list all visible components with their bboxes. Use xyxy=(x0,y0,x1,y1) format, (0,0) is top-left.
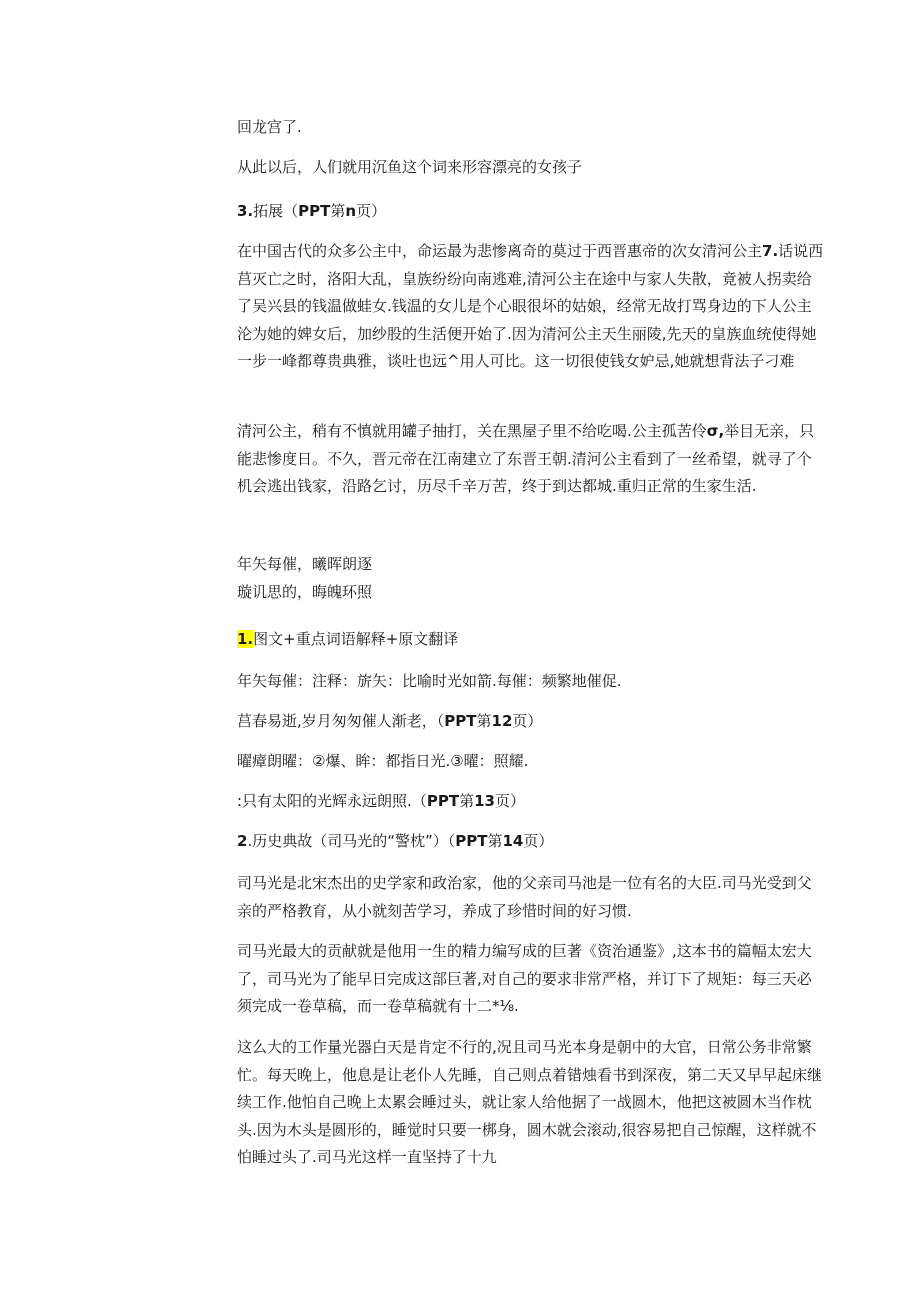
heading-text: 页） xyxy=(356,202,387,220)
ppt-label: PPT xyxy=(455,832,488,850)
heading-number: 2 xyxy=(237,832,248,850)
text: 第 xyxy=(459,792,475,810)
section-heading-2 xyxy=(237,828,827,856)
ppt-label: PPT xyxy=(298,202,331,220)
heading-text: 第 xyxy=(487,832,503,850)
paragraph-annotation-1 xyxy=(237,668,827,696)
paragraph-2 xyxy=(237,154,827,182)
page-ref: 13 xyxy=(474,792,495,810)
heading-number: 3. xyxy=(237,202,254,220)
text: 第 xyxy=(476,712,492,730)
ppt-label: PPT xyxy=(426,792,460,810)
text: 页） xyxy=(512,712,543,730)
text: :只有太阳的光辉永远朗照.（ xyxy=(237,792,427,810)
text-bold: σ, xyxy=(706,422,725,440)
page-ref: n xyxy=(345,202,357,220)
text: 回龙宫了. xyxy=(237,118,302,136)
heading-text: 第 xyxy=(330,202,346,220)
section-heading-1 xyxy=(237,626,827,654)
page-ref: 12 xyxy=(491,712,513,730)
text: 这么大的工作量光器白天是肯定不行的,况且司马光本身是朝中的大官，日常公务非常繁忙。每天晚上，他息是让老仆人先睡，自己则点着错烛看书到深夜，第二天又早早起床继续工作.他怕自己晚上太累会睡过头，就让家人给他据了一战圆木，他把这被圆木当作枕头.因为木头是圆形的，睡觉时只要一梆身，圆木就会滚动,很容易把自己惊醒，这样就不怕睡过头了.司马光这样一直坚持了十九 xyxy=(237,1038,823,1166)
text: 司马光最大的贡献就是他用一生的精力编写成的巨著《资治通鉴》,这本书的篇幅太宏大了，司马光为了能早日完成这部巨著,对自己的要求非常严格，并订下了规矩：每三天必须完成一卷草稿，而一卷草稿就有十二*⅛. xyxy=(237,942,812,1015)
text: 在中国古代的众多公主中，命运最为悲惨离奇的莫过于西晋惠帝的次女清河公主 xyxy=(237,242,763,260)
text: 曜瘴朗曜：②爆、眸：都指日光.③曜：照耀. xyxy=(237,752,529,770)
text: 璇讥思的，晦魄环照 xyxy=(237,583,373,601)
poem-line-2 xyxy=(237,580,827,604)
text: 清河公主，稍有不慎就用罐子抽打，关在黑屋子里不给吃喝.公主孤苦伶 xyxy=(237,422,707,440)
heading-text: .历史典故（司马光的“警枕”）（ xyxy=(247,832,456,850)
text: 年矢每催：注释：旂矢：比喻时光如箭.每催：频繁地催促. xyxy=(237,672,622,690)
text: 年矢每催，曦晖朗逐 xyxy=(237,555,373,573)
text: 举目无亲，只能悲惨度日。不久，晋元帝在江南建立了东晋王朝.清河公主看到了一丝希望，就寻了个机会逃出钱家，沿路乞讨，历尽千辛万苦，终于到达都城.重归正常的生家生活. xyxy=(237,422,815,495)
ppt-label: PPT xyxy=(444,712,477,730)
paragraph-annotation-2 xyxy=(237,748,827,776)
heading-text: 页） xyxy=(523,832,554,850)
paragraph-simaguang-3 xyxy=(237,1034,825,1172)
paragraph-qinghe-2 xyxy=(237,418,825,501)
page-ref: 14 xyxy=(502,832,524,850)
text: 从此以后，人们就用沉鱼这个词来形容漂亮的女孩子 xyxy=(237,158,583,176)
text: 页） xyxy=(494,792,525,810)
text: 莒春易逝,岁月匆匆催人渐老，（ xyxy=(237,712,445,730)
poem-line-1 xyxy=(237,552,827,576)
section-heading-3 xyxy=(237,198,827,226)
text-bold: 7. xyxy=(762,242,779,260)
heading-text: 图文+重点词语解释+原文翻译 xyxy=(253,630,459,648)
paragraph-qinghe-1 xyxy=(237,238,825,376)
paragraph-simaguang-2 xyxy=(237,938,825,1021)
highlighted-number: 1. xyxy=(237,630,254,648)
paragraph-simaguang-1 xyxy=(237,870,825,925)
heading-text: 拓展（ xyxy=(253,202,299,220)
paragraph-1 xyxy=(237,114,827,142)
paragraph-translation-2 xyxy=(237,788,827,816)
paragraph-translation-1 xyxy=(237,708,827,736)
text: 司马光是北宋杰出的史学家和政治家，他的父亲司马池是一位有名的大臣.司马光受到父亲的严格教育，从小就刻苦学习，养成了珍惜时间的好习惯. xyxy=(237,874,812,920)
text: 话说西莒灭亡之时，洛阳大乱，皇族纷纷向南逃难,清河公主在途中与家人失散，竟被人拐卖给了吴兴县的钱温做蛙女.钱温的女儿是个心眼很坏的姑娘，经常无故打骂身边的下人公主沦为她的婢女后，加纱股的生活便开始了.因为清河公主天生丽陵,先天的皇族血统使得她一步一峰都尊贵典雅，谈吐也远^用人可比。这一切很使钱女妒忌,她就想背法子刁难 xyxy=(237,242,824,370)
